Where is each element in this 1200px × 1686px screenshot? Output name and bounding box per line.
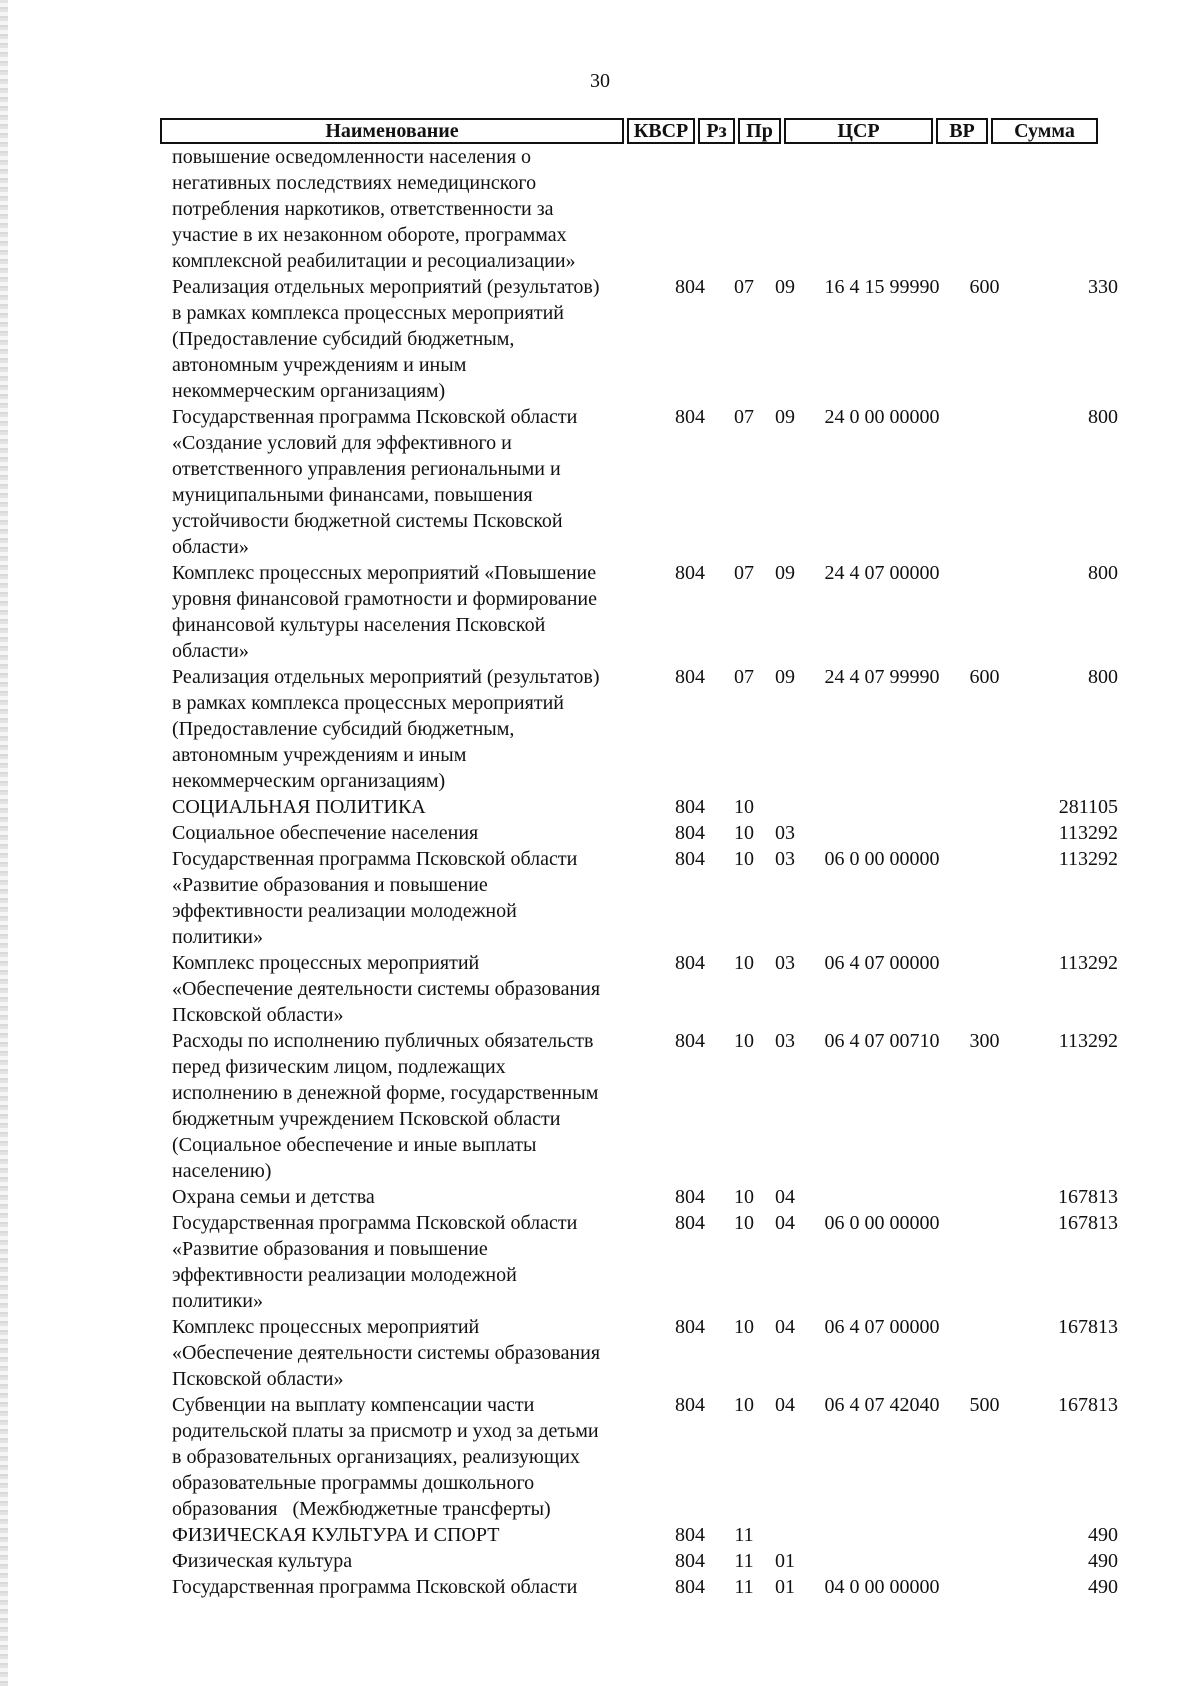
row-name-line: Государственная программа Псковской области [172, 1576, 578, 1598]
row-pr: 01 [775, 1550, 795, 1572]
row-csr [807, 1522, 957, 1548]
row-name [160, 1574, 655, 1600]
header-rz: Рз [698, 118, 735, 144]
row-rz: 10 [734, 822, 754, 844]
row-name-line: потребления наркотиков, ответственности за [172, 198, 554, 220]
row-vr [957, 560, 1012, 664]
row-csr: 24 4 07 00000 [824, 562, 940, 584]
row-name-line: Реализация отдельных мероприятий (результатов) [172, 276, 600, 298]
row-sum: 800 [1088, 666, 1118, 688]
row-name-line: (Предоставление субсидий бюджетным, [172, 718, 515, 740]
row-pr [763, 144, 807, 274]
row-csr [807, 794, 957, 820]
row-name [160, 560, 655, 664]
row-sum [1012, 144, 1130, 274]
row-pr: 03 [775, 1030, 795, 1052]
row-rz: 07 [734, 406, 754, 428]
row-sum: 113292 [1058, 1030, 1118, 1052]
row-vr [957, 404, 1012, 560]
table-header [160, 118, 1130, 144]
row-pr: 09 [775, 666, 795, 688]
row-rz: 07 [734, 666, 754, 688]
row-name-line: области» [172, 640, 249, 662]
row-csr [807, 820, 957, 846]
table-row [160, 1548, 1130, 1574]
header-csr: ЦСР [784, 118, 933, 144]
table-row [160, 846, 1130, 950]
row-vr: 500 [969, 1394, 1000, 1416]
row-sum: 113292 [1058, 822, 1118, 844]
row-name-line: Комплекс процессных мероприятий «Повышение [172, 562, 597, 584]
row-name-line: Государственная программа Псковской области [172, 406, 578, 428]
row-name-line: повышение осведомленности населения о [172, 146, 532, 168]
row-name [160, 1184, 655, 1210]
row-name [160, 794, 655, 820]
table-row [160, 1210, 1130, 1314]
row-name-line: некоммерческим организациям) [172, 380, 446, 402]
row-csr: 06 0 00 00000 [824, 848, 940, 870]
row-sum: 800 [1088, 562, 1118, 584]
row-name-line: Охрана семьи и детства [172, 1186, 375, 1208]
row-vr: 300 [969, 1030, 1000, 1052]
row-pr: 04 [775, 1212, 795, 1234]
row-kvsr: 804 [675, 1394, 705, 1416]
row-name-line: устойчивости бюджетной системы Псковской [172, 510, 563, 532]
row-sum: 490 [1088, 1524, 1118, 1546]
row-rz: 10 [734, 1394, 754, 1416]
row-pr: 04 [775, 1186, 795, 1208]
row-name-line: участие в их незаконном обороте, программах [172, 224, 567, 246]
row-name-line: эффективности реализации молодежной [172, 900, 517, 922]
row-csr: 06 4 07 42040 [824, 1394, 940, 1416]
row-name-line: образовательные программы дошкольного [172, 1472, 535, 1494]
table-row [160, 950, 1130, 1028]
row-vr [957, 144, 1012, 274]
row-sum: 167813 [1058, 1212, 1118, 1234]
row-name-line: (Социальное обеспечение и иные выплаты [172, 1134, 537, 1156]
row-kvsr: 804 [675, 796, 705, 818]
row-sum: 113292 [1058, 952, 1118, 974]
row-name-line: уровня финансовой грамотности и формирование [172, 588, 597, 610]
row-kvsr: 804 [675, 1576, 705, 1598]
row-pr: 03 [775, 952, 795, 974]
row-name-line: СОЦИАЛЬНАЯ ПОЛИТИКА [172, 796, 426, 818]
header-sum: Сумма [991, 118, 1098, 144]
row-csr: 04 0 00 00000 [824, 1576, 940, 1598]
table-row [160, 1184, 1130, 1210]
row-name-line: (Предоставление субсидий бюджетным, [172, 328, 515, 350]
row-vr [957, 1574, 1012, 1600]
row-rz: 11 [734, 1550, 754, 1572]
row-name-line: образования (Межбюджетные трансферты) [172, 1498, 551, 1520]
table-row [160, 144, 1130, 274]
row-kvsr: 804 [675, 666, 705, 688]
row-name [160, 404, 655, 560]
row-pr: 01 [775, 1576, 795, 1598]
row-name-line: «Создание условий для эффективного и [172, 432, 512, 454]
row-name [160, 1392, 655, 1522]
header-pr: Пр [738, 118, 781, 144]
row-vr: 600 [969, 276, 1000, 298]
row-name-line: политики» [172, 926, 263, 948]
row-rz: 11 [734, 1524, 754, 1546]
row-name-line: Государственная программа Псковской области [172, 848, 578, 870]
row-rz: 10 [734, 952, 754, 974]
row-name-line: автономным учреждениям и иным [172, 354, 467, 376]
row-pr: 09 [775, 276, 795, 298]
row-rz: 10 [734, 1212, 754, 1234]
row-name-line: финансовой культуры населения Псковской [172, 614, 546, 636]
row-name-line: области» [172, 536, 249, 558]
table-row [160, 1028, 1130, 1184]
row-sum: 113292 [1058, 848, 1118, 870]
table-row [160, 1574, 1130, 1600]
row-name-line: Комплекс процессных мероприятий [172, 1316, 480, 1338]
header-kvsr: КВСР [627, 118, 695, 144]
row-name-line: муниципальными финансами, повышения [172, 484, 533, 506]
row-name-line: эффективности реализации молодежной [172, 1264, 517, 1286]
row-sum: 167813 [1058, 1394, 1118, 1416]
row-pr: 04 [775, 1316, 795, 1338]
table-row [160, 560, 1130, 664]
row-vr [957, 950, 1012, 1028]
row-rz: 10 [734, 848, 754, 870]
row-name-line: Расходы по исполнению публичных обязательств [172, 1030, 594, 1052]
row-name [160, 1548, 655, 1574]
row-name-line: Реализация отдельных мероприятий (результатов) [172, 666, 600, 688]
row-sum: 800 [1088, 406, 1118, 428]
row-name-line: ФИЗИЧЕСКАЯ КУЛЬТУРА И СПОРТ [172, 1524, 500, 1546]
row-rz: 07 [734, 276, 754, 298]
row-name-line: Физическая культура [172, 1550, 353, 1572]
row-name-line: Псковской области» [172, 1004, 344, 1026]
row-name-line: «Обеспечение деятельности системы образования [172, 978, 601, 1000]
row-name-line: перед физическим лицом, подлежащих [172, 1056, 506, 1078]
header-name: Наименование [160, 118, 624, 144]
row-csr: 06 4 07 00710 [824, 1030, 940, 1052]
table-row [160, 794, 1130, 820]
row-rz: 10 [734, 1316, 754, 1338]
row-name-line: политики» [172, 1290, 263, 1312]
row-vr [957, 1548, 1012, 1574]
row-vr [957, 1314, 1012, 1392]
page-number: 30 [590, 70, 610, 92]
row-name [160, 950, 655, 1028]
row-pr: 03 [775, 822, 795, 844]
row-name-line: в рамках комплекса процессных мероприятий [172, 302, 564, 324]
row-csr: 06 4 07 00000 [824, 1316, 940, 1338]
row-name-line: комплексной реабилитации и ресоциализации» [172, 250, 576, 272]
row-csr: 24 4 07 99990 [824, 666, 940, 688]
row-name [160, 664, 655, 794]
row-pr: 04 [775, 1394, 795, 1416]
table-row [160, 274, 1130, 404]
budget-table [160, 118, 1130, 1600]
row-name-line: автономным учреждениям и иным [172, 744, 467, 766]
row-csr [807, 1548, 957, 1574]
row-name [160, 1314, 655, 1392]
row-pr [763, 1522, 807, 1548]
row-sum: 490 [1088, 1550, 1118, 1572]
row-name-line: Государственная программа Псковской области [172, 1212, 578, 1234]
row-name-line: населению) [172, 1160, 272, 1182]
row-csr: 24 0 00 00000 [824, 406, 940, 428]
header-vr: ВР [936, 118, 988, 144]
table-row [160, 820, 1130, 846]
row-sum: 167813 [1058, 1316, 1118, 1338]
row-name-line: ответственного управления региональными и [172, 458, 561, 480]
row-name [160, 144, 655, 274]
row-name-line: родительской платы за присмотр и уход за детьми [172, 1420, 599, 1442]
row-pr: 03 [775, 848, 795, 870]
row-csr: 06 4 07 00000 [824, 952, 940, 974]
row-name-line: в рамках комплекса процессных мероприятий [172, 692, 564, 714]
table-row [160, 1314, 1130, 1392]
row-kvsr: 804 [675, 1212, 705, 1234]
row-kvsr [655, 144, 725, 274]
row-kvsr: 804 [675, 406, 705, 428]
row-sum: 167813 [1058, 1186, 1118, 1208]
row-kvsr: 804 [675, 848, 705, 870]
table-row [160, 404, 1130, 560]
row-name-line: исполнению в денежной форме, государственным [172, 1082, 599, 1104]
row-name [160, 846, 655, 950]
table-row [160, 664, 1130, 794]
row-vr [957, 846, 1012, 950]
row-name [160, 1522, 655, 1548]
row-csr [807, 144, 957, 274]
row-rz: 10 [734, 1186, 754, 1208]
row-name-line: «Обеспечение деятельности системы образования [172, 1342, 601, 1364]
row-kvsr: 804 [675, 1316, 705, 1338]
row-kvsr: 804 [675, 1186, 705, 1208]
row-name-line: Социальное обеспечение населения [172, 822, 479, 844]
row-name-line: в образовательных организациях, реализующих [172, 1446, 580, 1468]
row-csr: 06 0 00 00000 [824, 1212, 940, 1234]
row-vr [957, 794, 1012, 820]
row-rz: 07 [734, 562, 754, 584]
row-vr [957, 1184, 1012, 1210]
row-name-line: Комплекс процессных мероприятий [172, 952, 480, 974]
row-rz: 11 [734, 1576, 754, 1598]
table-row [160, 1392, 1130, 1522]
row-kvsr: 804 [675, 1524, 705, 1546]
row-name [160, 820, 655, 846]
row-name [160, 1210, 655, 1314]
row-name-line: Субвенции на выплату компенсации части [172, 1394, 535, 1416]
row-sum: 330 [1088, 276, 1118, 298]
row-vr: 600 [969, 666, 1000, 688]
row-rz [725, 144, 763, 274]
row-name [160, 1028, 655, 1184]
row-pr [763, 794, 807, 820]
row-name-line: некоммерческим организациям) [172, 770, 446, 792]
row-vr [957, 1210, 1012, 1314]
row-kvsr: 804 [675, 1030, 705, 1052]
row-csr [807, 1184, 957, 1210]
row-name-line: бюджетным учреждением Псковской области [172, 1108, 561, 1130]
table-body [160, 144, 1130, 1600]
row-name-line: «Развитие образования и повышение [172, 1238, 488, 1260]
row-name-line: «Развитие образования и повышение [172, 874, 488, 896]
row-rz: 10 [734, 1030, 754, 1052]
row-name [160, 274, 655, 404]
table-row [160, 1522, 1130, 1548]
row-kvsr: 804 [675, 276, 705, 298]
row-vr [957, 1522, 1012, 1548]
row-sum: 490 [1088, 1576, 1118, 1598]
row-name-line: негативных последствиях немедицинского [172, 172, 537, 194]
row-kvsr: 804 [675, 1550, 705, 1572]
row-kvsr: 804 [675, 822, 705, 844]
row-csr: 16 4 15 99990 [824, 276, 940, 298]
scan-edge [0, 0, 8, 1686]
row-pr: 09 [775, 406, 795, 428]
row-vr [957, 820, 1012, 846]
row-name-line: Псковской области» [172, 1368, 344, 1390]
row-kvsr: 804 [675, 952, 705, 974]
row-pr: 09 [775, 562, 795, 584]
row-sum: 281105 [1058, 796, 1118, 818]
row-kvsr: 804 [675, 562, 705, 584]
row-rz: 10 [734, 796, 754, 818]
